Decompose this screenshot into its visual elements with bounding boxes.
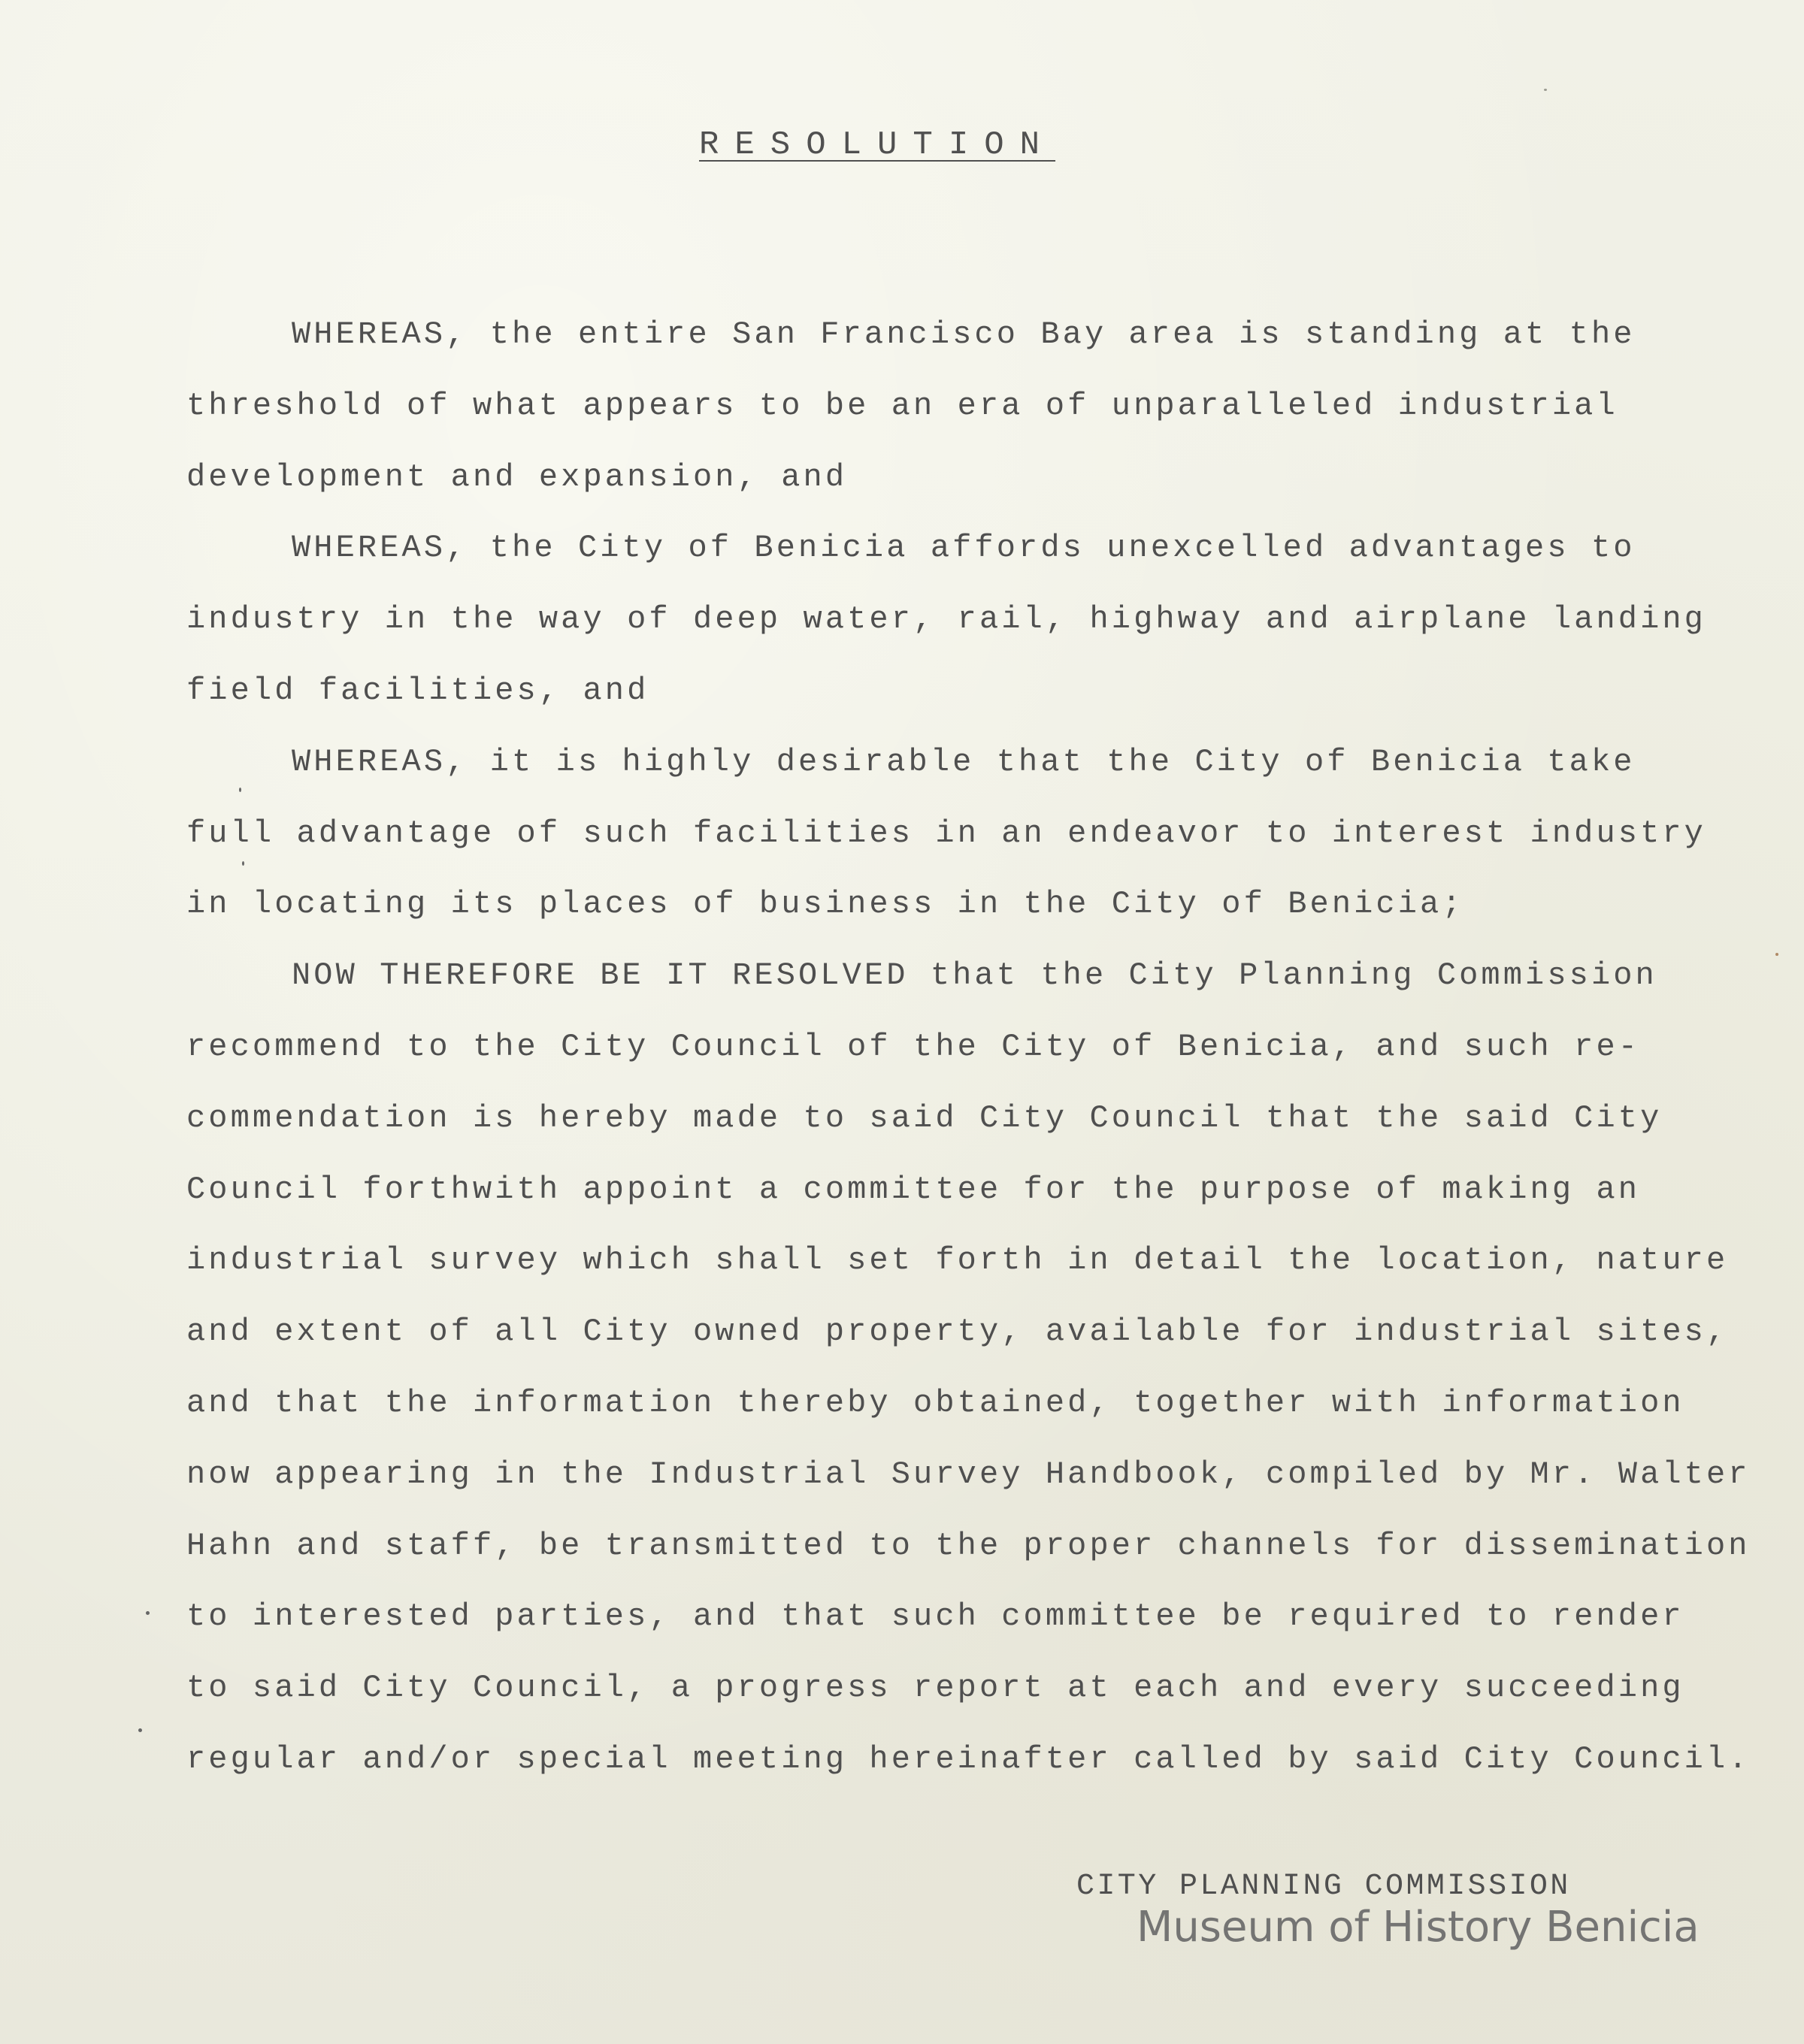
text-line: and that the information thereby obtained, together with information [186, 1384, 1684, 1421]
document-title: RESOLUTION [699, 126, 1056, 164]
paper-speck [138, 1728, 142, 1732]
text-line: WHEREAS, the City of Benicia affords unexcelled advantages to [292, 530, 1636, 567]
whereas-paragraph-3 [186, 727, 1750, 940]
paper-speck [1544, 89, 1547, 91]
text-line: industrial survey which shall set forth in detail the location, nature [186, 1242, 1729, 1279]
resolved-paragraph [186, 940, 1750, 1795]
text-line: threshold of what appears to be an era of unparalleled industrial [186, 387, 1618, 424]
text-line: regular and/or special meeting hereinafter called by said City Council. [186, 1740, 1751, 1777]
text-line: to interested parties, and that such committee be required to render [186, 1598, 1684, 1635]
text-line: to said City Council, a progress report at each and every succeeding [186, 1670, 1684, 1707]
text-line: WHEREAS, it is highly desirable that the City of Benicia take [292, 743, 1636, 780]
text-line: Hahn and staff, be transmitted to the proper channels for dissemination [186, 1527, 1751, 1564]
text-line: commendation is hereby made to said City Council that the said City [186, 1099, 1663, 1136]
museum-watermark: Museum of History Benicia [1137, 1903, 1700, 1952]
whereas-paragraph-2 [186, 513, 1750, 726]
signature-line: CITY PLANNING COMMISSION [1076, 1870, 1571, 1903]
text-line: in locating its places of business in the City of Benicia; [186, 886, 1464, 923]
paper-speck [239, 788, 241, 792]
text-line: WHEREAS, the entire San Francisco Bay area is standing at the [292, 316, 1636, 352]
text-line: industry in the way of deep water, rail, highway and airplane landing [186, 601, 1706, 638]
whereas-paragraph-1 [186, 299, 1750, 513]
text-line: field facilities, and [186, 672, 649, 709]
text-line: Council forthwith appoint a committee for the purpose of making an [186, 1171, 1641, 1208]
text-line: and extent of all City owned property, available for industrial sites, [186, 1314, 1729, 1350]
paper-speck [1775, 953, 1778, 956]
resolution-body [186, 299, 1750, 1795]
paper-speck [146, 1611, 150, 1615]
text-line: development and expansion, and [186, 458, 848, 495]
text-line: full advantage of such facilities in an endeavor to interest industry [186, 815, 1706, 851]
text-line: recommend to the City Council of the City of Benicia, and such re- [186, 1028, 1641, 1065]
text-line: now appearing in the Industrial Survey Handbook, compiled by Mr. Walter [186, 1456, 1751, 1492]
paper-speck [242, 861, 244, 866]
text-line: NOW THEREFORE BE IT RESOLVED that the City Planning Commission [292, 957, 1657, 994]
